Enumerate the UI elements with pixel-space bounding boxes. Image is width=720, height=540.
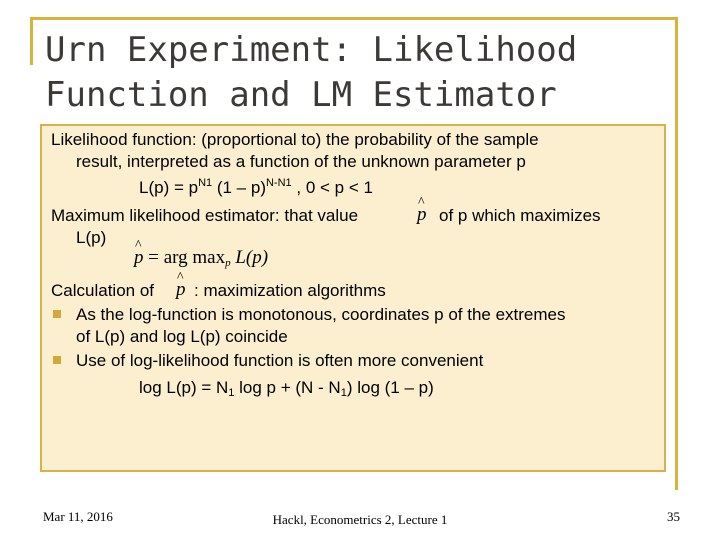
formula-lp: L(p) = p xyxy=(139,178,199,197)
mle-definition-line2: L(p) xyxy=(76,228,107,247)
likelihood-formula xyxy=(139,177,373,199)
bullet-square-icon xyxy=(53,310,61,318)
mle-definition-line1b: of p which maximizes xyxy=(439,206,601,225)
calculation-line-a: Calculation of xyxy=(51,281,155,300)
likelihood-definition-line1: Likelihood function: (proportional to) the probability of the sample xyxy=(51,130,539,149)
argmax-lp: L(p) xyxy=(230,247,269,268)
formula-exp-n1: N1 xyxy=(198,177,213,189)
argmax-eq: = arg max xyxy=(143,247,226,268)
mle-definition-line1a: Maximum likelihood estimator: that value xyxy=(51,206,359,225)
p-hat-symbol: ^ p xyxy=(417,204,427,226)
formula-mid: (1 – p) xyxy=(212,178,266,197)
likelihood-definition-line2: result, interpreted as a function of the unknown parameter p xyxy=(76,152,526,171)
bullet2-line1: Use of log-likelihood function is often more convenient xyxy=(76,351,484,370)
loglik-part-a: log L(p) = N xyxy=(139,378,229,397)
argmax-p-hat: ^ p xyxy=(134,247,144,269)
bullet-square-icon xyxy=(53,356,61,364)
bullet1-line1: As the log-function is monotonous, coordinates p of the extremes xyxy=(76,305,566,324)
title-frame-top xyxy=(30,17,678,20)
bullet1-line2: of L(p) and log L(p) coincide xyxy=(76,327,288,346)
title-frame-left xyxy=(30,17,33,65)
slide-frame-right xyxy=(675,17,678,490)
loglik-sub2: 1 xyxy=(340,387,347,399)
p-hat-symbol-2: ^ p xyxy=(176,279,186,301)
footer-course: Hackl, Econometrics 2, Lecture 1 xyxy=(272,512,448,527)
formula-range: , 0 < p < 1 xyxy=(291,178,373,197)
argmax-subscript: p xyxy=(225,257,231,269)
title-line-1: Urn Experiment: Likelihood xyxy=(45,30,578,70)
title-line-2: Function and LM Estimator xyxy=(45,75,557,115)
footer-page-number: 35 xyxy=(667,509,680,524)
loglik-part-c: ) log (1 – p) xyxy=(346,378,434,397)
loglik-sub1: 1 xyxy=(228,387,235,399)
footer-date: Mar 11, 2016 xyxy=(43,509,113,524)
loglikelihood-formula xyxy=(139,377,434,399)
formula-exp-n-n1: N-N1 xyxy=(265,177,292,189)
calculation-line-b: : maximization algorithms xyxy=(194,281,386,300)
argmax-formula xyxy=(134,247,268,269)
loglik-part-b: log p + (N - N xyxy=(234,378,341,397)
slide-title xyxy=(45,28,665,118)
